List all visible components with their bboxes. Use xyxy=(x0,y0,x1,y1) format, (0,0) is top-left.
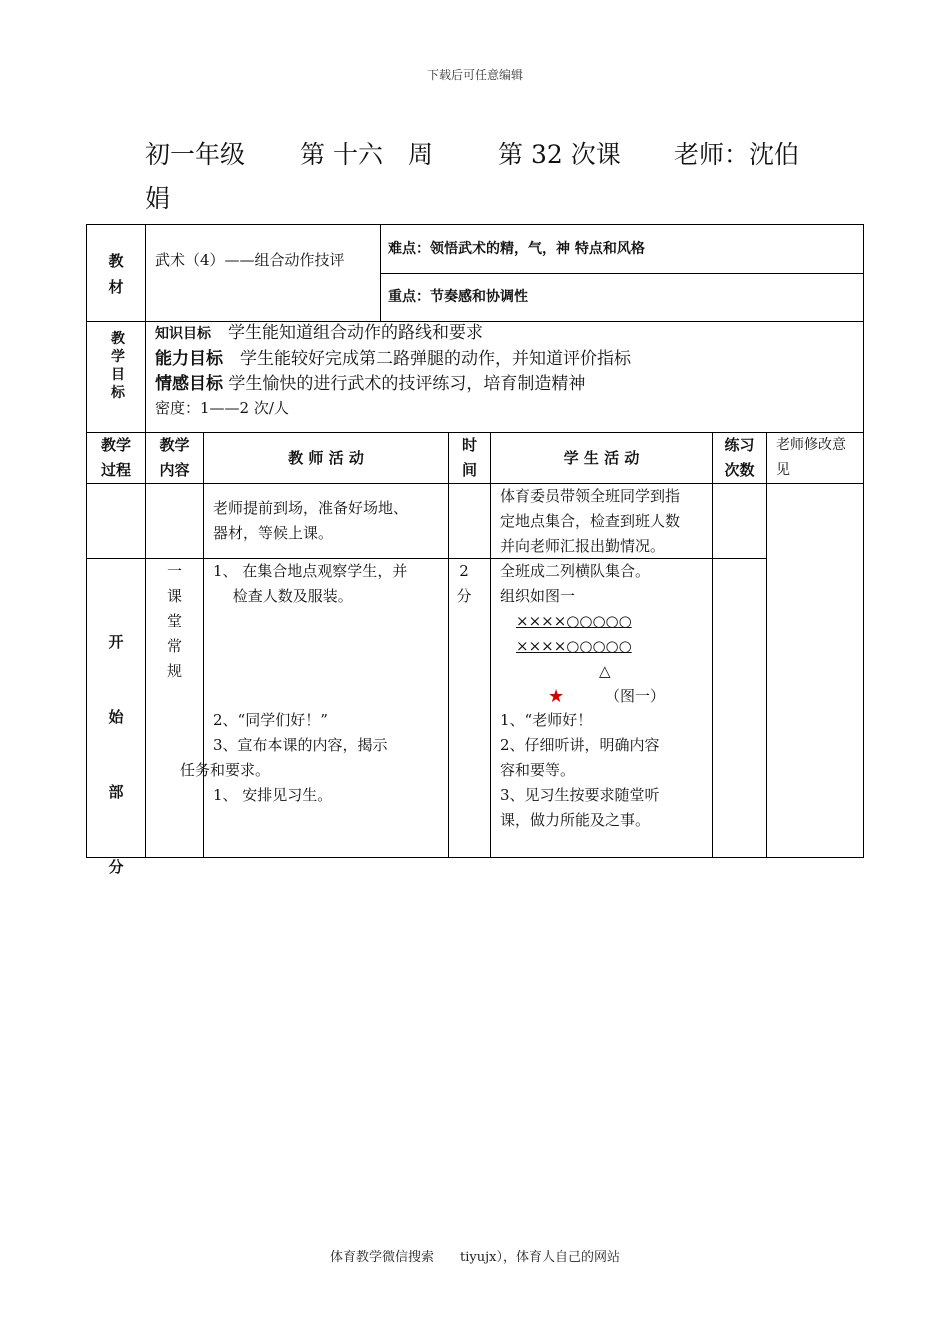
row2-teacher-a: 1、 在集合地点观察学生，并 检查人数及服装。 xyxy=(213,562,408,605)
row2-teacher-c: 任务和要求。 xyxy=(180,761,271,779)
grid-line xyxy=(712,432,713,858)
row1-teacher: 老师提前到场，准备好场地、 器材，等候上课。 xyxy=(213,499,409,542)
footer: 体育教学微信搜索 tiyujx），体育人自己的网站 xyxy=(330,1250,620,1265)
header-note: 下载后可任意编辑 xyxy=(426,68,523,82)
grid-line xyxy=(380,224,381,322)
figure-caption: （图一） xyxy=(605,687,666,705)
teacher-name-cont: 娟 xyxy=(145,184,171,213)
grid-line xyxy=(86,224,864,225)
header-process: 教学 过程 xyxy=(100,436,131,479)
focus: 重点：节奏感和协调性 xyxy=(388,289,528,305)
week: 第 十六 周 xyxy=(300,140,433,169)
row2-process: 开 始 部 分 xyxy=(108,633,124,876)
row1-student: 体育委员带领全班同学到指 定地点集合，检查到班人数 并向老师汇报出勤情况。 xyxy=(500,487,681,555)
grid-line xyxy=(766,432,767,858)
grid-line xyxy=(380,273,864,274)
grid-line xyxy=(490,432,491,858)
row2-content: 一 课 堂 常 规 xyxy=(166,562,182,680)
row2-student-e: 3、见习生按要求随堂听 课，做力所能及之事。 xyxy=(500,786,660,829)
coach-marker: △ xyxy=(599,662,611,680)
row2-student-d: 容和要等。 xyxy=(500,761,576,779)
header-teacher: 教 师 活 动 xyxy=(288,449,364,467)
header-reps: 练习 次数 xyxy=(724,436,755,479)
formation-diagram: ××××○○○○○ ××××○○○○○ xyxy=(516,612,632,655)
grid-line xyxy=(145,224,146,433)
lesson-title xyxy=(145,130,825,180)
row2-teacher-d: 1、 安排见习生。 xyxy=(213,786,333,804)
goals-content xyxy=(155,321,631,397)
difficulty: 难点：领悟武术的精，气，神 特点和风格 xyxy=(388,241,645,257)
grid-line xyxy=(203,432,204,858)
star-icon: ★ xyxy=(548,686,565,707)
row2-student-c: 2、仔细听讲，明确内容 xyxy=(500,736,660,754)
lesson-number: 第 32 次课 xyxy=(498,140,621,169)
row2-student-a: 全班成二列横队集合。 组织如图一 xyxy=(500,562,651,605)
grade: 初一年级 xyxy=(145,140,246,169)
density: 密度：1——2 次/人 xyxy=(155,399,289,417)
header-student: 学 生 活 动 xyxy=(563,449,640,467)
emotion-goal: 情感目标 学生愉快的进行武术的技评练习，培育制造精神 xyxy=(155,374,586,394)
row2-student-b: 1、“老师好！ xyxy=(500,711,593,729)
knowledge-goal: 知识目标 学生能知道组合动作的路线和要求 xyxy=(155,323,483,343)
grid-line xyxy=(863,224,864,858)
row2-teacher-b: 2、“同学们好！” 3、宣布本课的内容，揭示 xyxy=(213,711,388,754)
grid-line xyxy=(448,432,449,858)
row2-time: 2 分 xyxy=(456,562,472,605)
goals-label: 教 学 目 标 xyxy=(111,331,125,401)
teacher-name: 老师：沈伯 xyxy=(674,140,800,169)
header-time: 时 间 xyxy=(461,436,477,479)
skill-goal: 能力目标 学生能较好完成第二路弹腿的动作，并知道评价指标 xyxy=(155,349,631,369)
header-content: 教学 内容 xyxy=(159,436,190,479)
material-content: 武术（4）——组合动作技评 xyxy=(155,251,345,269)
header-notes: 老师修改意见 xyxy=(776,437,846,478)
material-label: 教 材 xyxy=(108,252,124,296)
